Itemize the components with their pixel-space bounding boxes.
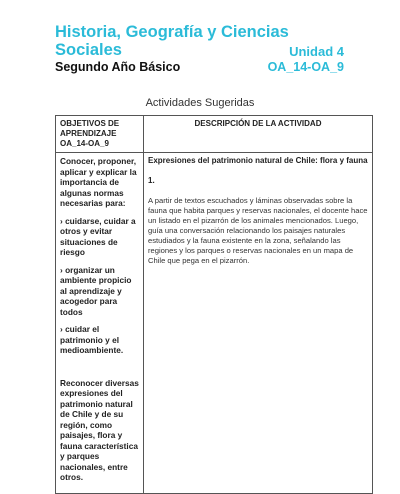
oa-code-label: OA_14-OA_9	[267, 60, 344, 74]
table-header-row	[56, 116, 373, 153]
objective-item: Conocer, proponer, aplicar y explicar la importancia de algunas normas necesarias para:	[60, 156, 137, 208]
activity-text: A partir de textos escuchados y láminas observadas sobre la fauna que habita parques y reservas nacionales, el docente hace un listado en el pizarrón de los animales mencionados. Luego, guía una conversación relacionando los paisajes naturales estudiados y la fauna existente en la zona, señalando las regiones y los parques o reservas nacionales en un mapa de Chile que pega en el pizarrón.	[148, 196, 368, 265]
objectives-header: OBJETIVOS DE APRENDIZAJE OA_14-OA_9	[56, 116, 144, 153]
subject-title-line2: Sociales	[55, 41, 122, 59]
grade-label: Segundo Año Básico	[55, 60, 181, 74]
description-cell	[144, 153, 373, 494]
activities-table	[55, 115, 373, 494]
subject-title-line1: Historia, Geografía y Ciencias	[55, 23, 289, 41]
activity-number: 1.	[148, 176, 155, 185]
objective-item: › organizar un ambiente propicio al aprendizaje y acogedor para todos	[60, 264, 132, 317]
objective-item: › cuidar el patrimonio y el medioambiente.	[60, 324, 124, 355]
table-row	[56, 153, 373, 494]
section-title: Actividades Sugeridas	[145, 97, 255, 109]
description-header: DESCRIPCIÓN DE LA ACTIVIDAD	[144, 116, 373, 153]
objectives-cell	[56, 153, 144, 494]
activity-title: Expresiones del patrimonio natural de Chile: flora y fauna	[148, 156, 368, 165]
objective-item: › cuidarse, cuidar a otros y evitar situaciones de riesgo	[60, 215, 136, 257]
objective-item: Reconocer diversas expresiones del patrimonio natural de Chile y de su región, como paisajes, flora y fauna característica y parques nacionales, entre otros.	[60, 377, 139, 482]
unit-label: Unidad 4	[289, 44, 344, 59]
